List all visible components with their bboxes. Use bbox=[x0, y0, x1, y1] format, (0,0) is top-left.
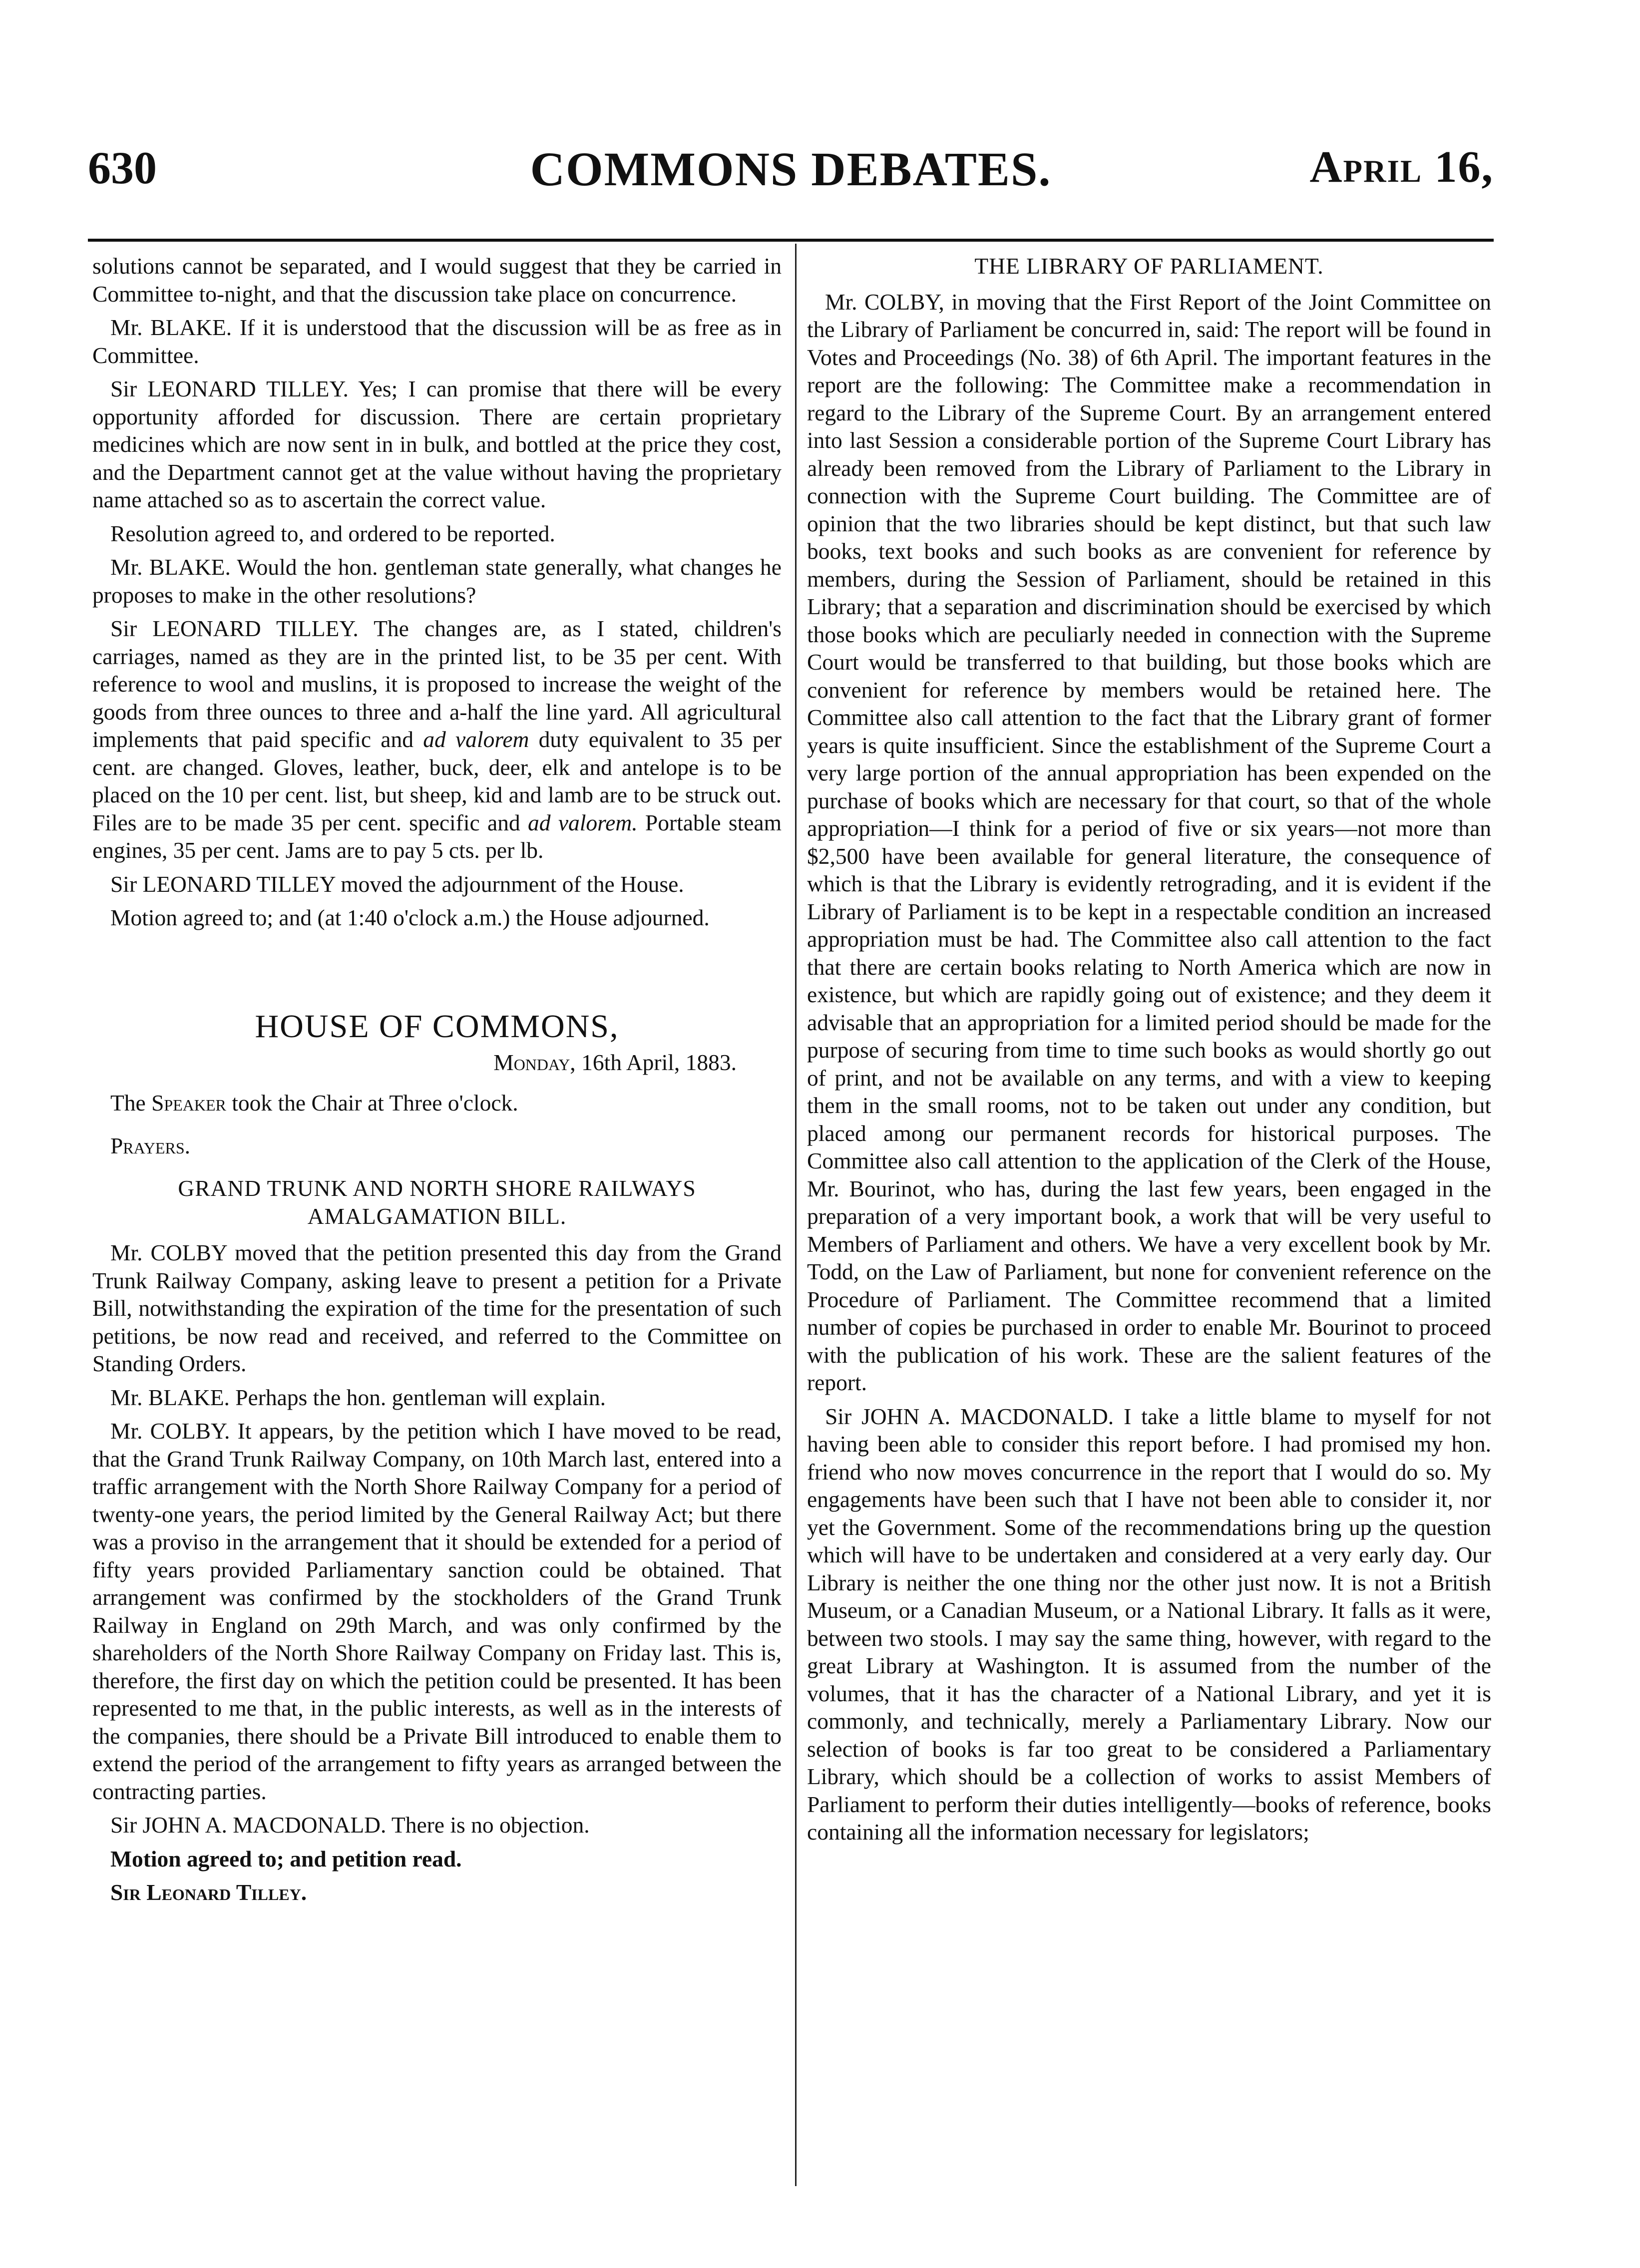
paragraph bbox=[92, 615, 782, 864]
text-run: Portable steam engines, 35 per cent. Jams are to pay 5 cts. per lb. bbox=[92, 809, 782, 863]
paragraph: Sir JOHN A. MACDONALD. There is no objection. bbox=[110, 1812, 590, 1838]
paragraph: Mr. COLBY moved that the petition presented this day from the Grand Trunk Railway Company, asking leave to present a petition for a Private Bill, notwithstanding the expiration of the time for the presentation of such petitions, be now read and received, and referred to the Committee on Standing Orders. bbox=[92, 1240, 782, 1376]
paragraph: Mr. COLBY, in moving that the First Report of the Joint Committee on the Library of Parliament be concurred in, said: The report will be found in Votes and Proceedings (No. 38) of 6th April. The important features in the report are the following: The Committee make a recommendation in regard to the Library of the Supreme Court. By an arrangement entered into last Session a considerable portion of the Supreme Court Library has already been removed from the Library of Parliament to the Library in connection with the Supreme Court building. The Committee are of opinion that the two libraries should be kept distinct, but that such law books, text books and such books as are convenient for reference by members, during the Session of Parliament, should be retained in this Library; that a separation and discrimination should be exercised by which those books which are peculiarly needed in connection with the Supreme Court would be transferred to that building, but those books which are convenient for reference by members would be retained here. The Committee also call attention to the fact that the Library grant of former years is quite insufficient. Since the establishment of the Supreme Court a very large portion of the annual appropriation has been expended on the purchase of books which are necessary for that court, so that of the whole appropriation—I think for a period of five or six years—not more than $2,500 have been available for general literature, the consequence of which is that the Library is evidently retrograding, and it is evident if the Library of Parliament is to be kept in a respectable condition an increased appropriation must be had. The Committee also call attention to the fact that there are certain books relating to North America which are now in existence, but which are rapidly going out of existence; and they deem it advisable that an appropriation for a limited period should be made for the purpose of securing from time to time such books as would shortly go out of print, and not be available on any terms, and with a view to keeping them in the small rooms, not to be taken out under any condition, but placed among our permanent records for historical purposes. The Committee also call attention to the application of the Clerk of the House, Mr. Bourinot, who has, during the last few years, been engaged in the preparation of a very important book, a work that will be very useful to Members of Parliament and others. We have a very excellent book by Mr. Todd, on the Law of Parliament, but none for convenient reference on the Procedure of Parliament. The Committee recommend that a limited number of copies be purchased in order to enable Mr. Bourinot to proceed with the publication of his work. These are the salient features of the report. bbox=[807, 289, 1491, 1395]
header-date: April 16, bbox=[1309, 142, 1494, 192]
paragraph: Mr. BLAKE. Perhaps the hon. gentleman will explain. bbox=[110, 1384, 606, 1410]
running-title: COMMONS DEBATES. bbox=[530, 142, 1052, 196]
weekday: Monday, bbox=[493, 1049, 576, 1075]
paragraph: solutions cannot be separated, and I would suggest that they be carried in Committee to-night, and that the discussion take place on concurrence. bbox=[92, 253, 782, 307]
paragraph: Motion agreed to; and (at 1:40 o'clock a.m.) the House adjourned. bbox=[110, 905, 710, 930]
right-column bbox=[807, 252, 1491, 2185]
date-text: 16th April, 1883. bbox=[575, 1049, 737, 1075]
bill-title bbox=[92, 1174, 782, 1230]
sitting-date bbox=[92, 1049, 782, 1077]
page-header bbox=[88, 141, 1494, 204]
paragraph: Resolution agreed to, and ordered to be reported. bbox=[110, 520, 555, 546]
paragraph: Mr. BLAKE. If it is understood that the discussion will be as free as in Committee. bbox=[92, 315, 782, 368]
left-column bbox=[92, 252, 782, 2185]
paragraph: Motion agreed to; and petition read. bbox=[110, 1846, 462, 1872]
italic-term: ad valorem. bbox=[528, 809, 638, 835]
header-rule bbox=[88, 239, 1494, 242]
bill-title-line: GRAND TRUNK AND NORTH SHORE RAILWAYS bbox=[178, 1175, 696, 1201]
text-run: duty equivalent to 35 per cent. are changed. Gloves, leather, buck, deer, elk and antelope is to be placed on the 10 per cent. list, but sheep, kid and lamb are to be struck out. Files are to be made 35 per cent. specific and bbox=[92, 727, 782, 835]
paragraph: Sir LEONARD TILLEY moved the adjournment of the House. bbox=[110, 871, 684, 897]
text-run: took the Chair at Three o'clock. bbox=[226, 1090, 518, 1116]
column-divider bbox=[795, 244, 797, 2186]
paragraph: Sir JOHN A. MACDONALD. I take a little blame to myself for not having been able to consider this report before. I had promised my hon. friend who now moves concurrence in the report that I would do so. My engagements have been such that I have not been able to consider it, nor yet the Government. Some of the recommendations bring up the question which will have to be undertaken and considered at a very early day. Our Library is neither the one thing nor the other just now. It is not a British Museum, or a Canadian Museum, or a National Library. It falls as it were, between two stools. I may say the same thing, however, with regard to the great Library at Washington. It is assumed from the number of the volumes, that it has the character of a National Library, and yet it is commonly, and technically, merely a Parliamentary Library. Now our selection of books is far too great to be considered a Parliamentary Library, which should be a collection of works to assist Members of Parliament to perform their duties intelligently—books of reference, books containing all the information necessary for legislators; bbox=[807, 1403, 1491, 1845]
paragraph: Mr. COLBY. It appears, by the petition which I have moved to be read, that the Grand Trunk Railway Company, on 10th March last, entered into a traffic arrangement with the North Shore Railway Company for a period of twenty-one years, the period limited by the General Railway Act; but there was a proviso in the arrangement that it should be extended for a period of fifty years provided Parliamentary sanction could be obtained. That arrangement was confirmed by the stockholders of the Grand Trunk Railway in England on 29th March, and was only confirmed by the shareholders of the North Shore Railway Company on Friday last. This is, therefore, the first day on which the petition could be presented. It has been represented to me that, in the public interests, as well as in the interests of the companies, there should be a Private Bill introduced to enable them to extend the period of the arrangement to fifty years as arranged between the contracting parties. bbox=[92, 1418, 782, 1804]
italic-term: ad valorem bbox=[423, 727, 529, 752]
paragraph: Sir LEONARD TILLEY. Yes; I can promise that there will be every opportunity afforded for discussion. There are certain proprietary medicines which are now sent in in bulk, and bottled at the price they cost, and the Department cannot get at the value without having the proprietary name attached so as to ascertain the correct value. bbox=[92, 376, 782, 512]
prayers-line: Prayers. bbox=[110, 1133, 190, 1158]
section-title: THE LIBRARY OF PARLIAMENT. bbox=[974, 253, 1324, 279]
bill-title-line: AMALGAMATION BILL. bbox=[307, 1203, 567, 1229]
paragraph: Mr. BLAKE. Would the hon. gentleman state generally, what changes he proposes to make in the other resolutions? bbox=[92, 554, 782, 608]
page-number: 630 bbox=[88, 142, 157, 193]
section-title: HOUSE OF COMMONS, bbox=[255, 1008, 619, 1045]
paragraph: Sir Leonard Tilley. bbox=[110, 1880, 307, 1905]
text-run: The bbox=[110, 1090, 152, 1116]
text-run: Sir LEONARD TILLEY. The changes are, as I stated, children's carriages, named as they are in the printed list, to be 35 per cent. With reference to wool and muslins, it is proposed to increase the weight of the goods from three ounces to three and a-half the line yard. All agricultural implements that paid specific and bbox=[92, 616, 782, 752]
speaker-line bbox=[92, 1089, 782, 1117]
speaker-name: Speaker bbox=[151, 1090, 226, 1116]
